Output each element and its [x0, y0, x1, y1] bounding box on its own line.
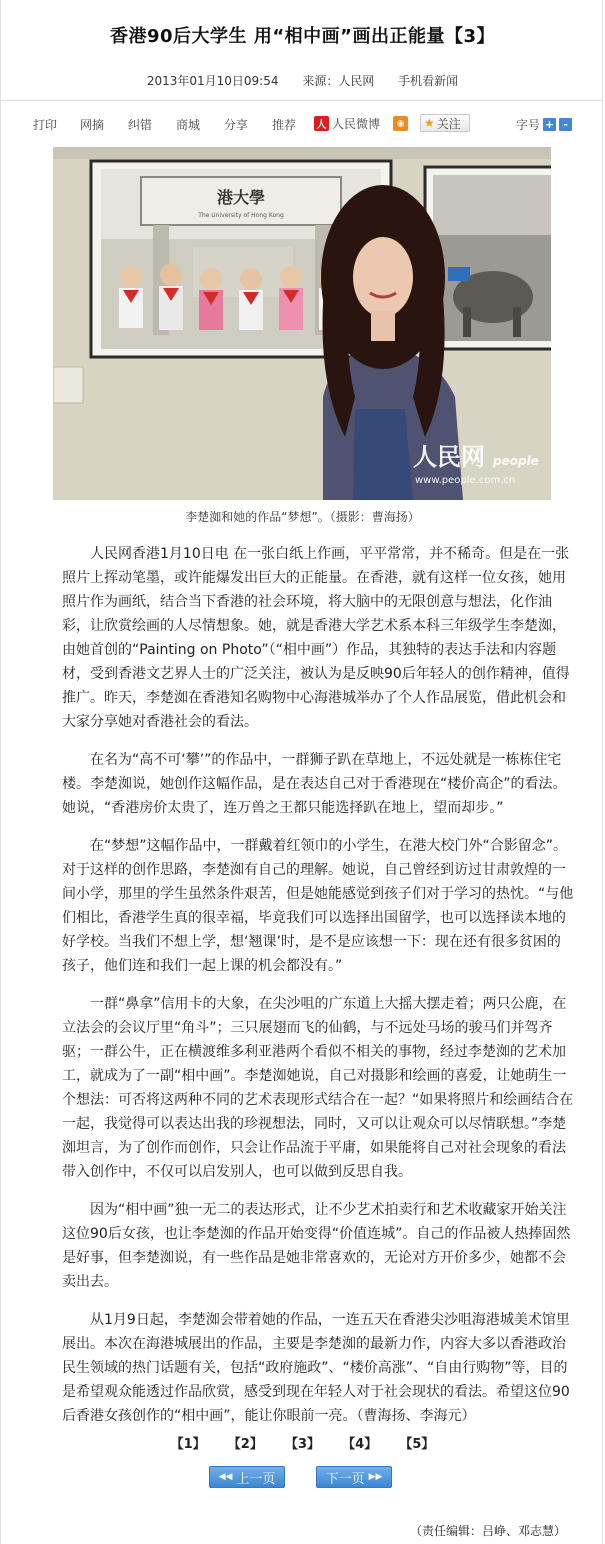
paragraph-3: 在“梦想”这幅作品中，一群戴着红领巾的小学生，在港大校门外“合影留念”。对于这样的创作思路，李楚洳有自己的理解。她说，自己曾经到访过甘肃敦煌的一间小学，那里的学生虽然条件艰苦，但是她能感觉到孩子们对于学习的热忱。“与他们相比，香港学生真的很幸福，毕竟我们可以选择出国留学，也可以选择读本地的好学校。当我们不想上学，想‘翘课’时，是不是应该想一下：现在还有很多贫困的孩子，他们连和我们一起上课的机会都没有。” [62, 838, 574, 974]
prev-arrow-icon: ◀◀ [218, 1472, 233, 1482]
publish-date: 2013年01月10日09:54 [146, 74, 279, 88]
paragraph-2: 在名为“高不可‘攀’”的作品中，一群狮子趴在草地上，不远处就是一栋栋住宅楼。李楚洳说，她创作这幅作品，是在表达自己对于香港现在“楼价高企”的看法。她说，“香港房价太贵了，连万兽之王都只能选择趴在地上，望而却步。” [62, 752, 567, 816]
paragraph-6: 从1月9日起，李楚洳会带着她的作品，一连五天在香港尖沙咀海港城美术馆里展出。本次在海港城展出的作品，主要是李楚洳的最新力作，内容大多以香港政治民生领域的热门话题有关，包括“政府施政”、“楼价高涨”、“自由行购物”等，目的是希望观众能透过作品欣赏，感受到现在年轻人对于社会现状的看法。希望这位90后香港女孩创作的“相中画”，能让你眼前一亮。（曹海扬、李海元） [62, 1312, 570, 1424]
watermark-main: 人民网 [413, 442, 485, 471]
page-numbers [1, 1433, 604, 1452]
page-link-3[interactable]: 【3】 [284, 1437, 321, 1452]
next-page-button[interactable] [316, 1466, 392, 1488]
font-size-control [516, 116, 572, 133]
next-page-label: 下一页 [325, 1471, 365, 1487]
next-arrow-icon: ▶▶ [368, 1472, 383, 1482]
weibo-link[interactable] [314, 115, 380, 132]
weibo-icon: 人 [314, 116, 329, 131]
font-increase-button[interactable]: + [544, 118, 555, 131]
recommend-link[interactable]: 推荐 [272, 118, 297, 132]
font-size-label: 字号 [516, 118, 541, 132]
mobile-news-link[interactable]: 手机看新闻 [398, 74, 459, 88]
article-meta [1, 72, 604, 89]
star-icon: ★ [424, 116, 435, 130]
page-link-1[interactable]: 【1】 [170, 1437, 206, 1452]
sign-text: 港大學 [216, 188, 266, 207]
prev-page-label: 上一页 [236, 1471, 276, 1487]
weibo-label: 人民微博 [332, 117, 381, 131]
paragraph-4: 一群“鼻拿”信用卡的大象，在尖沙咀的广东道上大摇大摆走着；两只公鹿，在立法会的会议厅里“角斗”；三只展翅而飞的仙鹤，与不远处马场的骏马们并驾齐驱；一群公牛，正在横渡维多利亚港两个看似不相关的事物，经过李楚洳的艺术加工，就成为了一副“相中画”。李楚洳她说，自己对摄影和绘画的喜爱，让她萌生一个想法：可否将这两种不同的艺术表现形式结合在一起？“如果将照片和绘画结合在一起，我觉得可以表达出我的珍视想法，同时，又可以让观众可以尽情联想。”李楚洳坦言，为了创作而创作，只会让作品流于平庸，如果能将自己对社会现象的看法带入创作中，不仅可以启发别人，也可以做到反思自我。 [62, 996, 574, 1180]
article-toolbar [1, 112, 604, 134]
report-error-link[interactable]: 纠错 [128, 118, 153, 132]
article-photo [53, 147, 551, 500]
font-decrease-button[interactable]: - [559, 118, 572, 131]
follow-button[interactable] [420, 114, 470, 132]
page-link-5[interactable]: 【5】 [399, 1437, 435, 1452]
rss-icon[interactable]: ◉ [393, 116, 408, 131]
paragraph-1: 人民网香港1月10日电 在一张白纸上作画，平平常常，并不稀奇。但是在一张照片上挥动笔墨，或许能爆发出巨大的正能量。在香港，就有这样一位女孩，她用照片作为画纸，结合当下香港的社会环境，将大脑中的无限创意与想法，化作油彩，让欣赏绘画的人尽情想象。她，就是香港大学艺术系本科三年级学生李楚洳，由她首创的“Painting on Photo”（“相中画”）作品，其独特的表达手法和内容题材，受到香港文艺界人士的广泛关注，被认为是反映90后年轻人的创作精神，值得推广。昨天，李楚洳在香港知名购物中心海港城举办了个人作品展览，借此机会和大家分享她对香港社会的看法。 [62, 546, 570, 730]
mall-link[interactable]: 商城 [176, 118, 201, 132]
article-body [62, 542, 574, 1442]
prev-page-button[interactable] [209, 1466, 285, 1488]
article-title: 香港90后大学生 用“相中画”画出正能量【3】 [110, 26, 495, 47]
watermark-people: people [493, 454, 539, 468]
source-link[interactable]: 来源：人民网 [302, 74, 375, 88]
sign-subtext: The University of Hong Kong [198, 212, 284, 219]
bookmark-link[interactable]: 网摘 [80, 118, 105, 132]
share-link[interactable]: 分享 [224, 118, 249, 132]
photo-caption: 李楚洳和她的作品“梦想”。（摄影：曹海扬） [185, 510, 420, 524]
watermark-url: www.people.com.cn [415, 475, 516, 486]
page-link-4[interactable]: 【4】 [342, 1437, 378, 1452]
print-link[interactable]: 打印 [33, 118, 58, 132]
follow-label: 关注 [436, 116, 461, 131]
page-link-2[interactable]: 【2】 [227, 1437, 263, 1452]
responsible-editor: （责任编辑：吕峥、邓志慧） [409, 1524, 566, 1538]
paragraph-5: 因为“相中画”独一无二的表达形式，让不少艺术拍卖行和艺术收藏家开始关注这位90后女孩，也让李楚洳的作品开始变得“价值连城”。自己的作品被人热捧固然是好事，但李楚洳说，有一些作品是她非常喜欢的，无论对方开价多少，她都不会卖出去。 [62, 1202, 571, 1290]
